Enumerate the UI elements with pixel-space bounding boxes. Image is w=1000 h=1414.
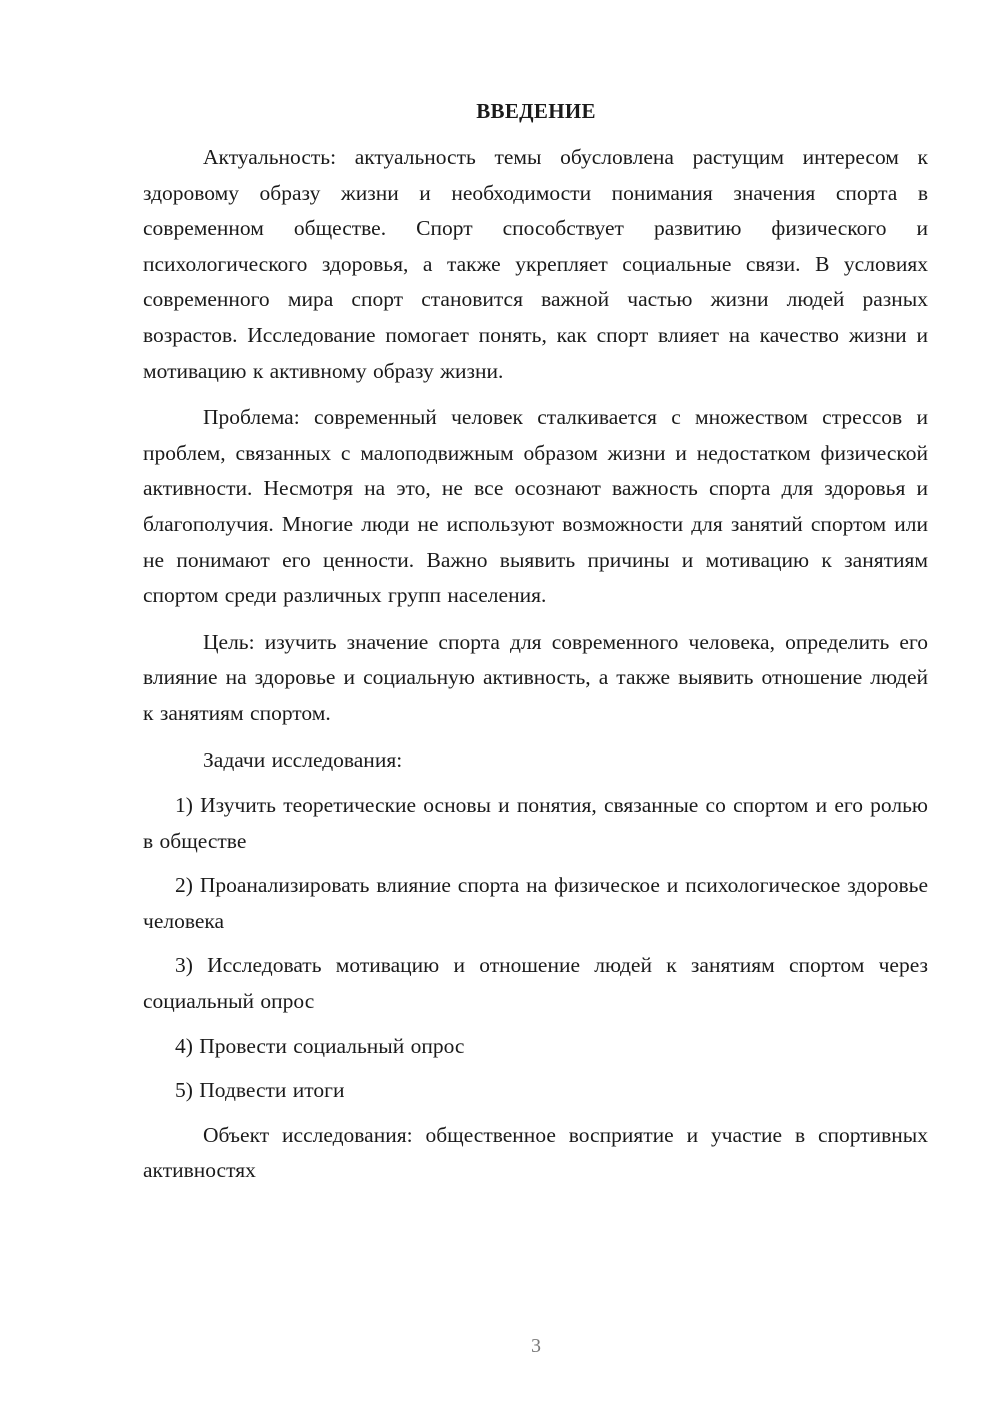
paragraph-problem: Проблема: современный человек сталкивается с множеством стрессов и проблем, связанных с малоподвижным образом жизни и недостатком физической активности. Несмотря на это, не все осознают важность спорта для здоровья и благополучия. Многие люди не используют возможности для занятий спортом или не понимают его ценности. Важно выявить причины и мотивацию к занятиям спортом среди различных групп населения. <box>143 405 928 608</box>
task-item-1: 1) Изучить теоретические основы и понятия, связанные со спортом и его ролью в обществе <box>143 793 928 853</box>
task-item-5: 5) Подвести итоги <box>175 1078 345 1103</box>
task-item-4: 4) Провести социальный опрос <box>175 1033 465 1058</box>
tasks-heading: Задачи исследования: <box>203 747 403 772</box>
page-number: 3 <box>531 1335 541 1357</box>
paragraph-relevance: Актуальность: актуальность темы обусловлена растущим интересом к здоровому образу жизни и необходимости понимания значения спорта в современном обществе. Спорт способствует развитию физического и психологического здоровья, а также укрепляет социальные связи. В условиях современного мира спорт становится важной частью жизни людей разных возрастов. Исследование помогает понять, как спорт влияет на качество жизни и мотивацию к активному образу жизни. <box>143 145 928 383</box>
paragraph-goal: Цель: изучить значение спорта для современного человека, определить его влияние на здоровье и социальную активность, а также выявить отношение людей к занятиям спортом. <box>143 629 928 725</box>
task-item-2: 2) Проанализировать влияние спорта на физическое и психологическое здоровье человека <box>143 873 928 933</box>
paragraph-object: Объект исследования: общественное восприятие и участие в спортивных активностях <box>143 1122 928 1183</box>
task-item-3: 3) Исследовать мотивацию и отношение людей к занятиям спортом через социальный опрос <box>143 953 928 1014</box>
document-body <box>143 140 928 1200</box>
page-title: ВВЕДЕНИЕ <box>476 99 596 123</box>
